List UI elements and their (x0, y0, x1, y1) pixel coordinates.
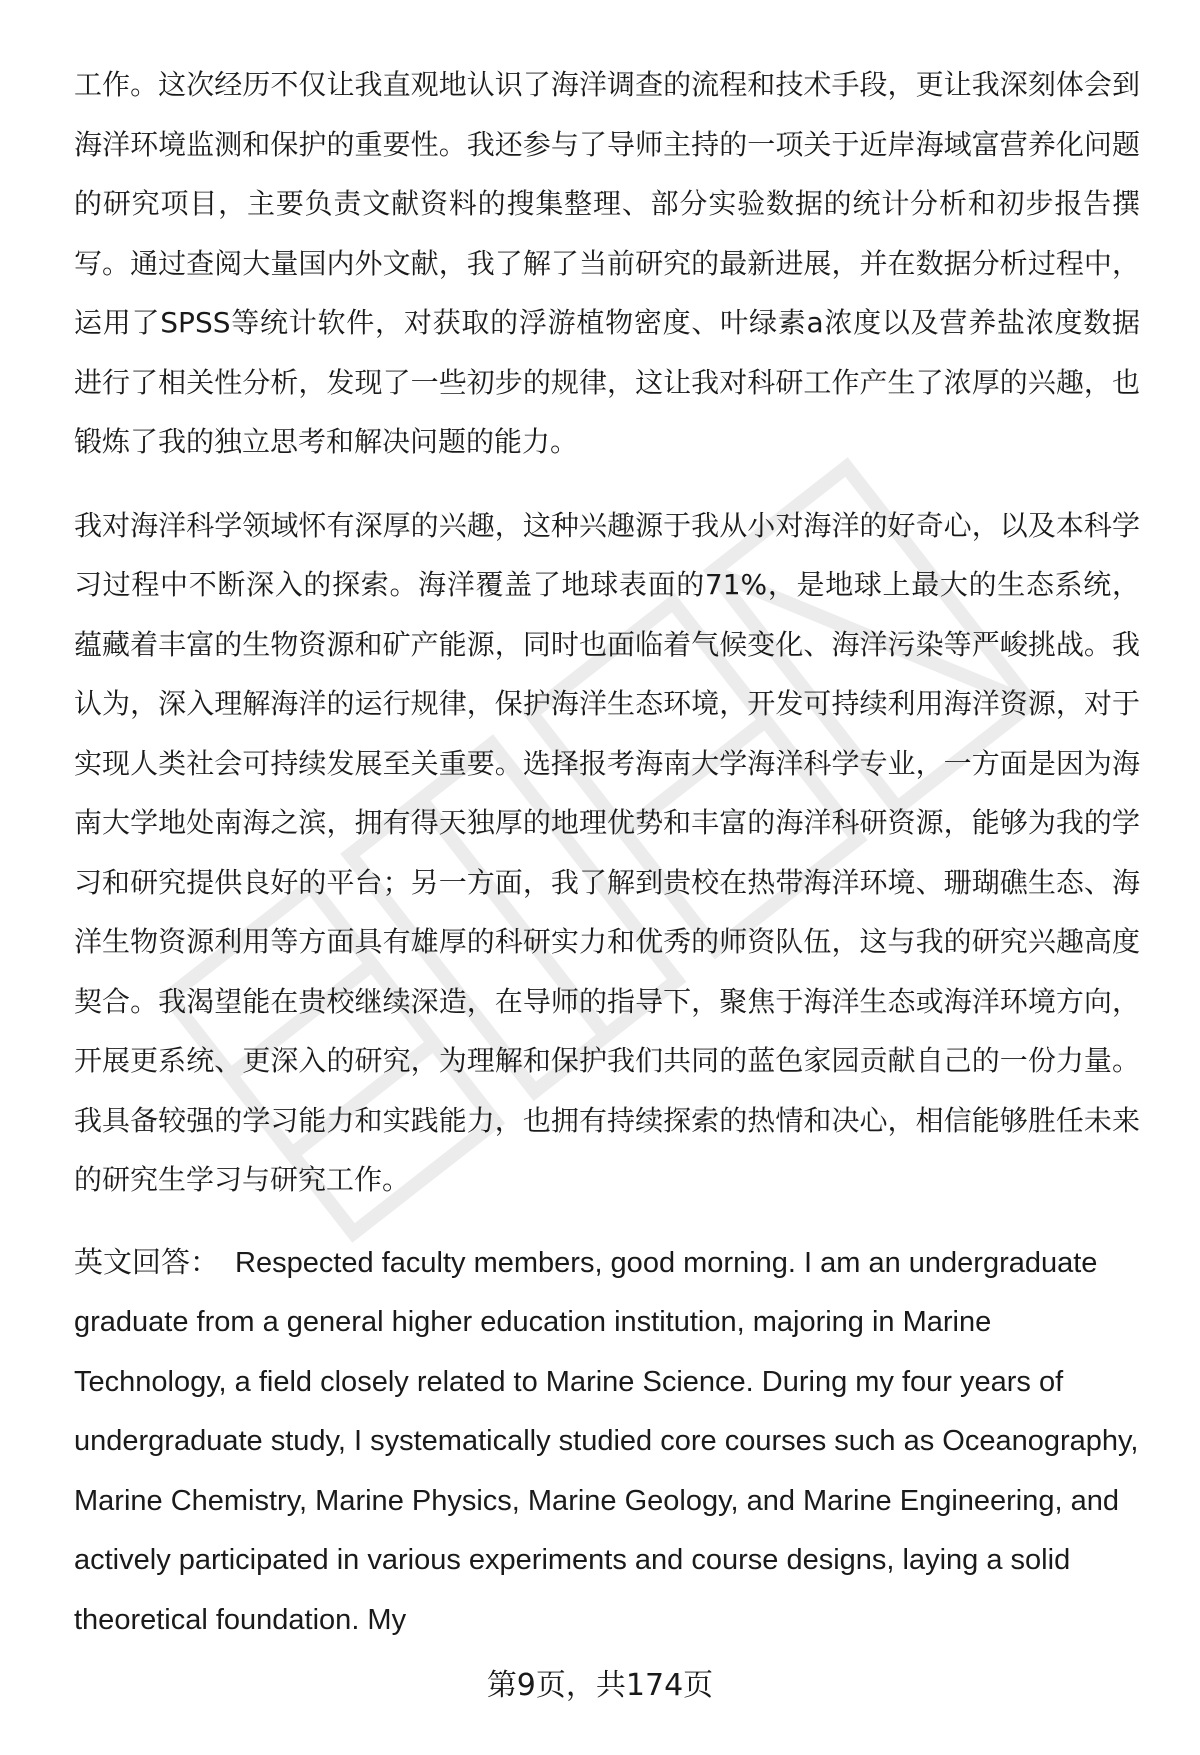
paragraph-research-experience: 工作。这次经历不仅让我直观地认识了海洋调查的流程和技术手段，更让我深刻体会到海洋环境监测和保护的重要性。我还参与了导师主持的一项关于近岸海域富营养化问题的研究项目，主要负责文献资料的搜集整理、部分实验数据的统计分析和初步报告撰写。通过查阅大量国内外文献，我了解了当前研究的最新进展，并在数据分析过程中，运用了SPSS等统计软件，对获取的浮游植物密度、叶绿素a浓度以及营养盐浓度数据进行了相关性分析，发现了一些初步的规律，这让我对科研工作产生了浓厚的兴趣，也锻炼了我的独立思考和解决问题的能力。 (74, 68, 1140, 458)
page-number: 第9页，共174页 (486, 1668, 714, 1703)
english-answer-text: Respected faculty members, good morning. I am an undergraduate graduate from a general higher education institution, majoring in Marine Technology, a field closely related to Marine Science. During my four years of undergraduate study, I systematically studied core courses such as Oceanography, Marine Chemistry, Marine Physics, Marine Geology, and Marine Engineering, and actively participated in various experiments and course designs, laying a solid theoretical foundation. My (74, 1246, 1139, 1636)
paragraph-english-answer (74, 1234, 1140, 1651)
english-answer-label: 英文回答： (74, 1246, 220, 1279)
paragraph-motivation: 我对海洋科学领域怀有深厚的兴趣，这种兴趣源于我从小对海洋的好奇心，以及本科学习过程中不断深入的探索。海洋覆盖了地球表面的71%，是地球上最大的生态系统，蕴藏着丰富的生物资源和矿产能源，同时也面临着气候变化、海洋污染等严峻挑战。我认为，深入理解海洋的运行规律，保护海洋生态环境，开发可持续利用海洋资源，对于实现人类社会可持续发展至关重要。选择报考海南大学海洋科学专业，一方面是因为海南大学地处南海之滨，拥有得天独厚的地理优势和丰富的海洋科研资源，能够为我的学习和研究提供良好的平台；另一方面，我了解到贵校在热带海洋环境、珊瑚礁生态、海洋生物资源利用等方面具有雄厚的科研实力和优秀的师资队伍，这与我的研究兴趣高度契合。我渴望能在贵校继续深造，在导师的指导下，聚焦于海洋生态或海洋环境方向，开展更系统、更深入的研究，为理解和保护我们共同的蓝色家园贡献自己的一份力量。我具备较强的学习能力和实践能力，也拥有持续探索的热情和决心，相信能够胜任未来的研究生学习与研究工作。 (74, 508, 1140, 1196)
